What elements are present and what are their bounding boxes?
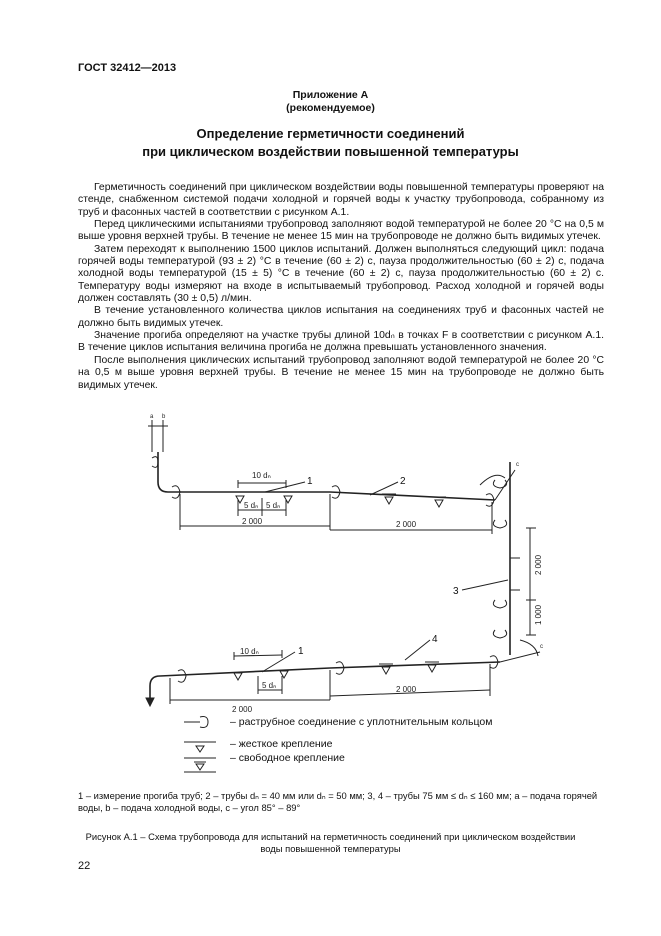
label-5d-upper-right: 5 dₙ (266, 501, 281, 510)
callout-2: 2 (400, 476, 406, 487)
paragraph: Перед циклическими испытаниями трубопровод заполняют водой температурой не более 20 °С на 0,5 м выше уровня верхней трубы. В течение не менее 15 мин на трубопроводе не должно быть видимых утечек. (78, 219, 604, 243)
figure-caption (0, 831, 661, 854)
paragraph: Герметичность соединений при циклическом воздействии воды повышенной температуры проверяют на стенде, снабженном системой подачи холодной и горячей воды к участку трубопровода, собранному из труб и фасонных частей в соответствии с рисунком А.1. (78, 182, 604, 218)
callout-4: 4 (432, 634, 438, 645)
rigid-support (280, 671, 288, 678)
standard-header: ГОСТ 32412—2013 (78, 62, 177, 74)
label-c-lower: c (540, 644, 543, 650)
label-5d-lower: 5 dₙ (262, 681, 277, 690)
figure-notes: 1 – измерение прогиба труб; 2 – трубы dₙ = 40 мм или dₙ = 50 мм; 3, 4 – трубы 75 мм ≤ dₙ ≤ 160 мм; a – подача горячей воды, b – подача холодной воды, c – угол 85° – 89° (78, 790, 598, 813)
rigid-support (382, 667, 390, 674)
legend-rigid: – жесткое крепление (230, 738, 333, 750)
rigid-support (435, 500, 443, 507)
callout-1-upper: 1 (307, 476, 313, 487)
section-title-line1: Определение герметичности соединений (196, 126, 465, 141)
paragraph: Затем переходят к выполнению 1500 циклов испытаний. Должен выполняться следующий цикл: подача горячей воды температурой (93 ± 2) °С в течение (60 ± 2) с, пауза продолжительностью (60 ± 2) с, подача холодной воды температурой (15 ± 5) °С в течение (60 ± 2) с, пауза продолжительностью (60 ± 2) с. Температуру воды измеряют на входе в испытываемый трубопровод. Расход холодной и горячей воды должен составлять (30 ± 0,5) л/мин. (78, 243, 604, 305)
label-5d-upper-left: 5 dₙ (244, 501, 259, 510)
dim-2000-lower-left: 2 000 (232, 705, 253, 714)
label-10d-upper: 10 dₙ (252, 471, 271, 480)
paragraph: В течение установленного количества циклов испытания на соединениях труб и фасонных частей не должно быть видимых утечек. (78, 305, 604, 329)
figure-caption-line1: Рисунок А.1 – Схема трубопровода для испытаний на герметичность соединений при циклическом воздействии (85, 831, 576, 842)
paragraph: Значение прогиба определяют на участке трубы длиной 10dₙ в точках F в соответствии с рисунком А.1. В течение циклов испытания величина прогиба не должна превышать установленного значения. (78, 330, 604, 354)
rigid-support (428, 665, 436, 672)
rigid-support (385, 497, 393, 504)
page-number: 22 (78, 860, 91, 872)
callout-3: 3 (453, 586, 459, 597)
dim-2000-lower-right: 2 000 (396, 685, 417, 694)
figure-caption-line2: воды повышенной температуры (260, 842, 401, 854)
pipe-2-right (330, 492, 495, 500)
dim-2000-upper-right: 2 000 (396, 520, 417, 529)
callout-1-lower: 1 (298, 646, 304, 657)
label-10d-lower: 10 dₙ (240, 647, 259, 656)
legend-socket: – раструбное соединение с уплотнительным кольцом (230, 716, 493, 728)
label-b: b (162, 414, 166, 420)
pipe-4-right (330, 662, 500, 668)
legend-free: – свободное крепление (230, 752, 345, 764)
rigid-support (236, 496, 244, 503)
label-a: a (150, 414, 154, 420)
rigid-support (234, 673, 242, 680)
section-title-line2: при циклическом воздействии повышенной температуры (142, 144, 519, 159)
dim-1000-vertical: 1 000 (534, 604, 543, 625)
appendix-status: (рекомендуемое) (286, 102, 375, 114)
dim-2000-vertical: 2 000 (534, 554, 543, 575)
rigid-support (284, 496, 292, 503)
label-c-upper: c (516, 462, 519, 468)
paragraph: После выполнения циклических испытаний трубопровод заполняют водой температурой не более 20 °С на 0,5 м выше уровня верхней трубы. В течение не менее 15 мин на трубопроводе не должно быть видимых утечек. (78, 354, 604, 391)
dim-2000-upper-left: 2 000 (242, 517, 263, 526)
appendix-label: Приложение А (292, 89, 369, 101)
